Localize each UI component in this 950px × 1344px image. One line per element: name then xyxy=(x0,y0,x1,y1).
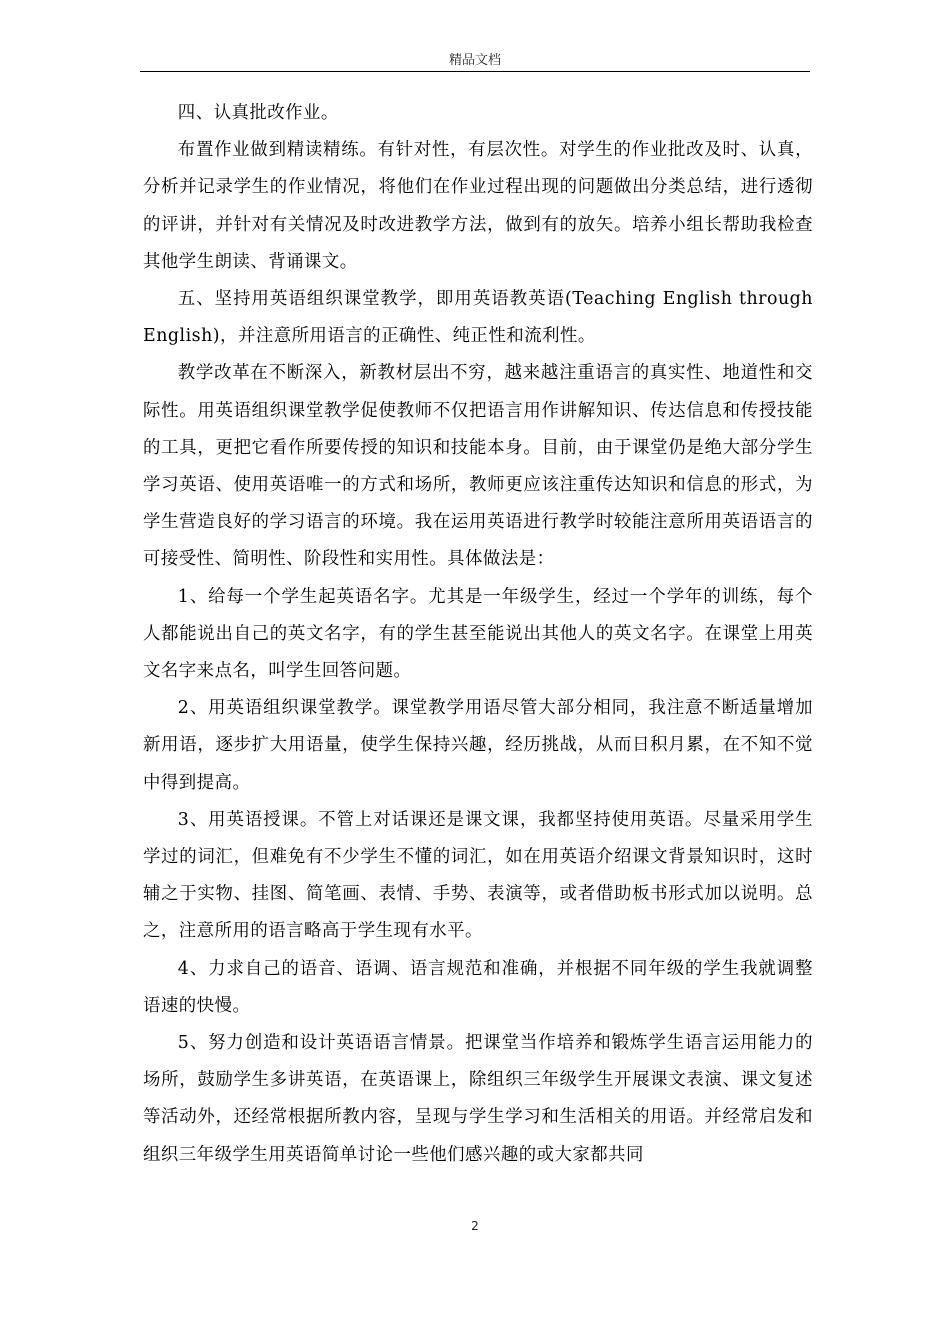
page-header-title: 精品文档 xyxy=(448,53,501,68)
paragraph-section-five-heading: 五、坚持用英语组织课堂教学，即用英语教英语(Teaching English through English)，并注意所用语言的正确性、纯正性和流利性。 xyxy=(143,289,813,347)
paragraph-item-2: 2、用英语组织课堂教学。课堂教学用语尽管大部分相同，我注意不断适量增加新用语，逐步扩大用语量，使学生保持兴趣，经历挑战，从而日积月累，在不知不觉中得到提高。 xyxy=(143,698,813,793)
paragraph-section-four-heading: 四、认真批改作业。 xyxy=(177,103,339,123)
paragraph-item-4: 4、力求自己的语音、语调、语言规范和准确，并根据不同年级的学生我就调整语速的快慢。 xyxy=(143,958,813,1016)
header-divider xyxy=(140,71,810,72)
paragraph-teaching-reform: 教学改革在不断深入，新教材层出不穷，越来越注重语言的真实性、地道性和交际性。用英语组织课堂教学促使教师不仅把语言用作讲解知识、传达信息和传授技能的工具，更把它看作所要传授的知识和技能本身。目前，由于课堂仍是绝大部分学生学习英语、使用英语唯一的方式和场所，教师更应该注重传达知识和信息的形式，为学生营造良好的学习语言的环境。我在运用英语进行教学时较能注意所用英语语言的可接受性、简明性、阶段性和实用性。具体做法是： xyxy=(143,363,813,570)
paragraph-item-5: 5、努力创造和设计英语语言情景。把课堂当作培养和锻炼学生语言运用能力的场所，鼓励学生多讲英语，在英语课上，除组织三年级学生开展课文表演、课文复述等活动外，还经常根据所教内容，呈现与学生学习和生活相关的用语。并经常启发和组织三年级学生用英语简单讨论一些他们感兴趣的或大家都共同 xyxy=(143,1033,813,1165)
paragraph-item-3: 3、用英语授课。不管上对话课还是课文课，我都坚持使用英语。尽量采用学生学过的词汇，但难免有不少学生不懂的词汇，如在用英语介绍课文背景知识时，这时辅之于实物、挂图、简笔画、表情、手势、表演等，或者借助板书形式加以说明。总之，注意所用的语言略高于学生现有水平。 xyxy=(143,809,813,942)
page-number: 2 xyxy=(471,1219,479,1233)
paragraph-item-1: 1、给每一个学生起英语名字。尤其是一年级学生，经过一个学年的训练，每个人都能说出自己的英文名字，有的学生甚至能说出其他人的英文名字。在课堂上用英文名字来点名，叫学生回答问题。 xyxy=(143,586,813,682)
paragraph-homework: 布置作业做到精读精练。有针对性，有层次性。对学生的作业批改及时、认真，分析并记录学生的作业情况，将他们在作业过程出现的问题做出分类总结，进行透彻的评讲，并针对有关情况及时改进教学方法，做到有的放矢。培养小组长帮助我检查其他学生朗读、背诵课文。 xyxy=(143,140,813,272)
document-body xyxy=(143,95,813,1174)
